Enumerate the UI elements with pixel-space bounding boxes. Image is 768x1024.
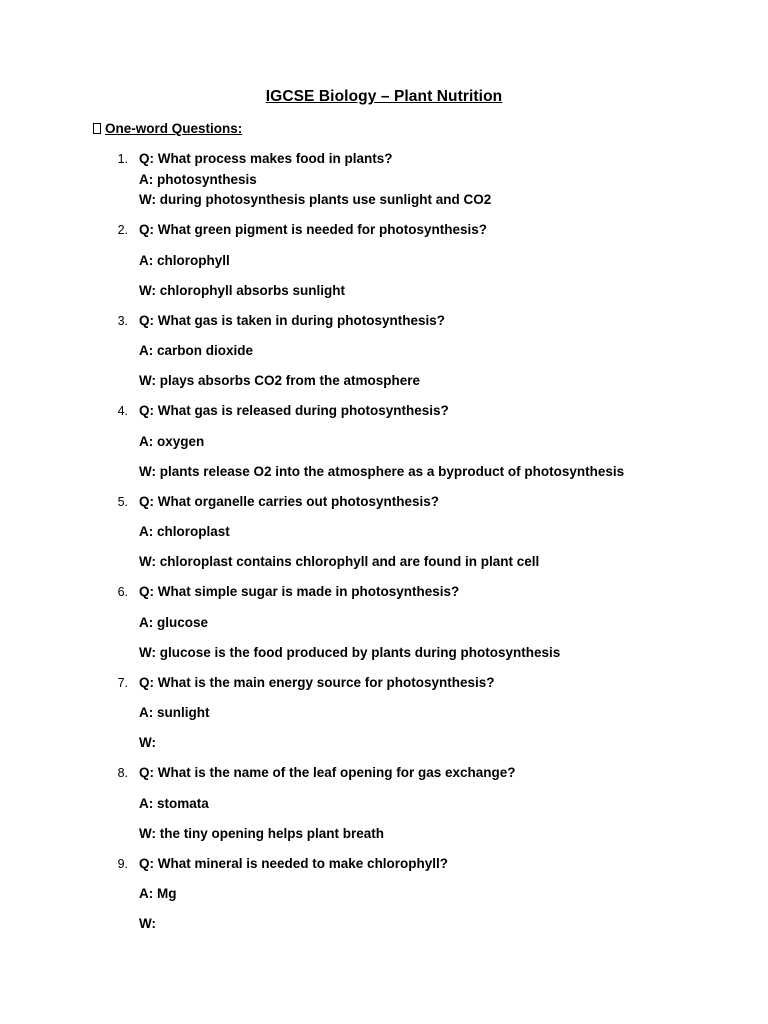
question-number: 8. [117, 766, 128, 780]
question-text: Q: What process makes food in plants? [139, 151, 393, 166]
word-use-text: W: during photosynthesis plants use sunlight and CO2 [139, 192, 492, 207]
document-title: IGCSE Biology – Plant Nutrition [265, 88, 503, 105]
question-number: 5. [117, 495, 128, 509]
question-number: 7. [117, 676, 128, 690]
answer-text: A: sunlight [139, 705, 210, 720]
word-use-text: W: the tiny opening helps plant breath [139, 826, 385, 841]
question-number: 4. [117, 404, 128, 418]
question-text: Q: What simple sugar is made in photosynthesis? [139, 584, 460, 599]
answer-text: A: chlorophyll [139, 253, 230, 268]
word-use-text: W: glucose is the food produced by plants during photosynthesis [139, 645, 561, 660]
question-text: Q: What is the main energy source for photosynthesis? [139, 675, 495, 690]
question-number: 9. [117, 857, 128, 871]
question-text: Q: What green pigment is needed for photosynthesis? [139, 222, 488, 237]
answer-text: A: carbon dioxide [139, 343, 254, 358]
word-use-text: W: plants release O2 into the atmosphere as a byproduct of photosynthesis [139, 464, 625, 479]
question-text: Q: What organelle carries out photosynthesis? [139, 494, 440, 509]
question-number: 2. [117, 223, 128, 237]
word-use-text: W: chloroplast contains chlorophyll and are found in plant cell [139, 554, 540, 569]
question-text: Q: What gas is released during photosynthesis? [139, 403, 449, 418]
answer-text: A: photosynthesis [139, 172, 257, 187]
word-use-text: W: plays absorbs CO2 from the atmosphere [139, 373, 421, 388]
question-text: Q: What mineral is needed to make chlorophyll? [139, 856, 449, 871]
question-text: Q: What gas is taken in during photosynthesis? [139, 313, 446, 328]
section-heading [93, 121, 242, 136]
answer-text: A: Mg [139, 886, 177, 901]
answer-text: A: stomata [139, 796, 209, 811]
answer-text: A: chloroplast [139, 524, 230, 539]
answer-text: A: oxygen [139, 434, 205, 449]
word-use-text: W: chlorophyll absorbs sunlight [139, 283, 346, 298]
missing-glyph-box-icon [93, 123, 101, 134]
word-use-text: W: [139, 735, 156, 750]
word-use-text: W: [139, 916, 156, 931]
question-text: Q: What is the name of the leaf opening for gas exchange? [139, 765, 516, 780]
question-number: 1. [117, 152, 128, 166]
question-number: 6. [117, 585, 128, 599]
section-heading-label: One-word Questions: [105, 121, 243, 136]
answer-text: A: glucose [139, 615, 209, 630]
question-number: 3. [117, 314, 128, 328]
